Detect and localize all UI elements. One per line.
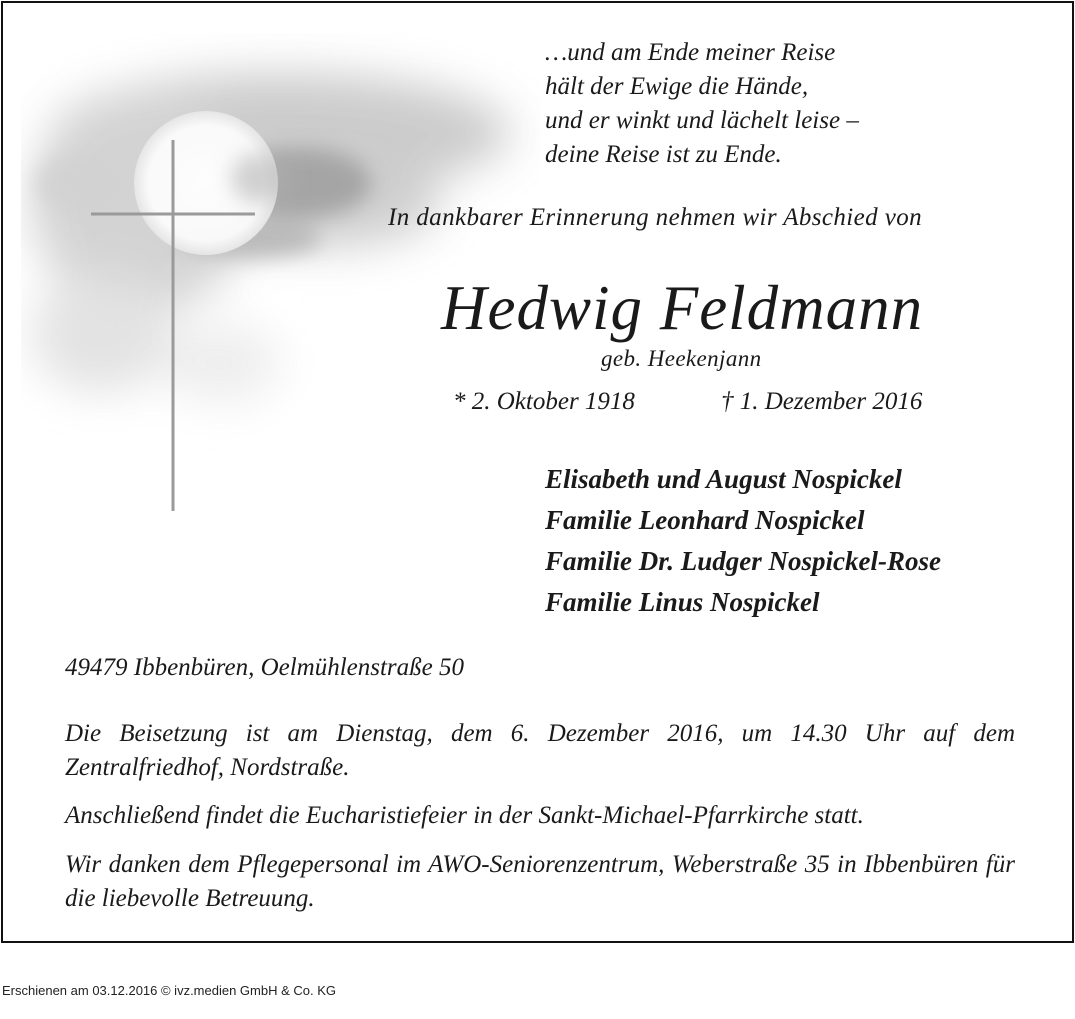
publication-footer: Erschienen am 03.12.2016 © ivz.medien GmbH & Co. KG: [2, 983, 337, 998]
mourner-name: Familie Dr. Ludger Nospickel-Rose: [545, 546, 941, 576]
mourner-name: Familie Leonhard Nospickel: [545, 505, 865, 535]
mourner-name: Familie Linus Nospickel: [545, 587, 820, 617]
obituary-notice: [1, 1, 1074, 943]
poem: [545, 36, 859, 172]
maiden-name: geb. Heekenjann: [601, 346, 762, 371]
intro-text: In dankbarer Erinnerung nehmen wir Abschied von: [388, 204, 922, 231]
thanks-text: Wir danken dem Pflegepersonal im AWO-Seniorenzentrum, Weberstraße 35 in Ibbenbüren für die liebevolle Betreuung.: [65, 851, 1015, 912]
poem-line: …und am Ende meiner Reise: [545, 39, 836, 66]
poem-line: hält der Ewige die Hände,: [545, 73, 809, 100]
death-date: † 1. Dezember 2016: [721, 388, 923, 415]
mourners-list: [545, 459, 941, 623]
funeral-info: Die Beisetzung ist am Dienstag, dem 6. Dezember 2016, um 14.30 Uhr auf dem Zentralfriedhof, Nordstraße.: [65, 720, 1015, 781]
poem-line: deine Reise ist zu Ende.: [545, 141, 782, 168]
mourner-name: Elisabeth und August Nospickel: [545, 464, 902, 494]
poem-line: und er winkt und lächelt leise –: [545, 107, 859, 134]
mass-info: Anschließend findet die Eucharistiefeier in der Sankt-Michael-Pfarrkirche statt.: [65, 802, 864, 829]
address: 49479 Ibbenbüren, Oelmühlenstraße 50: [65, 654, 465, 681]
birth-date: * 2. Oktober 1918: [453, 388, 635, 415]
deceased-name: Hedwig Feldmann: [441, 273, 924, 343]
